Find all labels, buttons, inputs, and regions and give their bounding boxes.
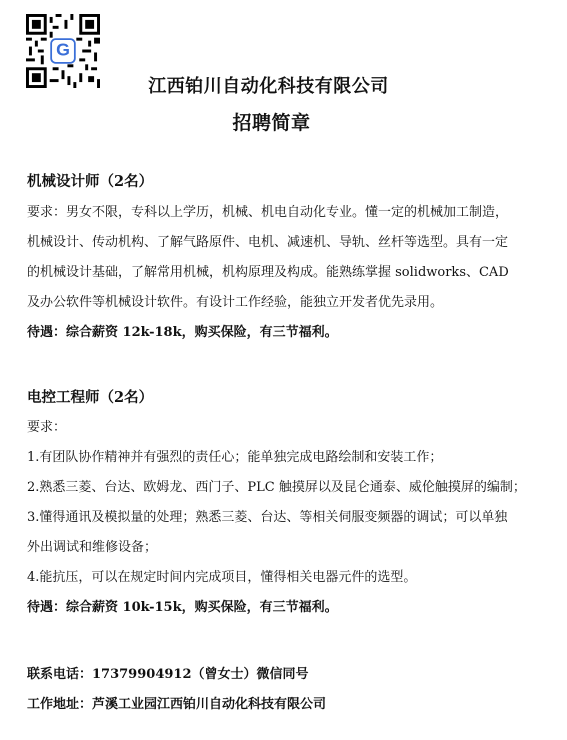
svg-text:G: G bbox=[56, 39, 70, 60]
contact-info bbox=[27, 660, 547, 720]
page-subtitle: 招聘简章 bbox=[232, 112, 311, 134]
job2-pay: 待遇：综合薪资 10k-15k，购买保险，有三节福利。 bbox=[27, 600, 338, 615]
job1-req-line: 的机械设计基础，了解常用机械，机构原理及构成。能熟练掌握 solidworks、CAD bbox=[27, 265, 509, 280]
job1-req-line: 要求：男女不限，专科以上学历，机械、机电自动化专业。懂一定的机械加工制造， bbox=[27, 205, 509, 220]
job1-req-line: 及办公软件等机械设计软件。有设计工作经验，能独立开发者优先录用。 bbox=[27, 295, 444, 310]
job2-req-line: 4.能抗压，可以在规定时间内完成项目，懂得相关电器元件的选型。 bbox=[27, 570, 417, 585]
contact-phone: 联系电话：17379904912（曾女士）微信同号 bbox=[27, 667, 309, 682]
job1-requirements bbox=[27, 198, 547, 348]
job2-req-line: 要求： bbox=[27, 420, 67, 435]
job2-req-line: 外出调试和维修设备； bbox=[27, 540, 158, 555]
job2-requirements bbox=[27, 413, 547, 623]
job1-pay: 待遇：综合薪资 12k-18k，购买保险，有三节福利。 bbox=[27, 325, 338, 340]
company-name: 江西铂川自动化科技有限公司 bbox=[148, 76, 389, 97]
job2-req-line: 3.懂得通讯及模拟量的处理；熟悉三菱、台达、等相关伺服变频器的调试；可以单独 bbox=[27, 510, 508, 525]
contact-address: 工作地址：芦溪工业园江西铂川自动化科技有限公司 bbox=[27, 697, 327, 712]
job2-title: 电控工程师（2名） bbox=[27, 389, 154, 406]
job2-req-line: 2.熟悉三菱、台达、欧姆龙、西门子、PLC 触摸屏以及昆仑通泰、威伦触摸屏的编制； bbox=[27, 480, 526, 495]
job1-req-line: 机械设计、传动机构、了解气路原件、电机、减速机、导轨、丝杆等选型。具有一定 bbox=[27, 235, 509, 250]
job1-title: 机械设计师（2名） bbox=[27, 173, 154, 190]
job2-req-line: 1.有团队协作精神并有强烈的责任心；能单独完成电路绘制和安装工作； bbox=[27, 450, 443, 465]
